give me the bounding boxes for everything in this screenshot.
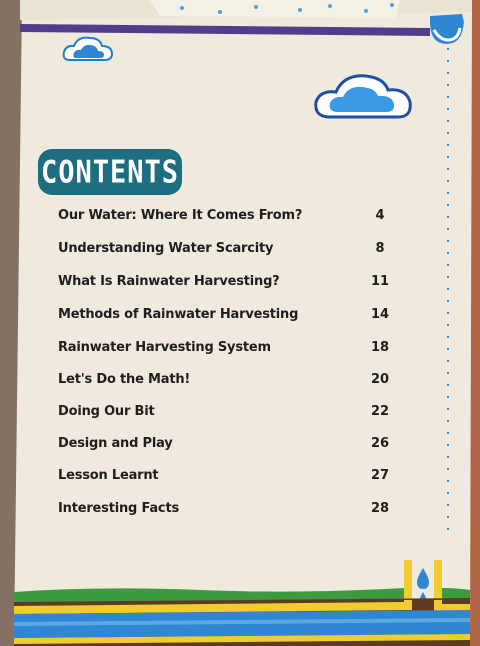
toc-entry-title: Doing Our Bit xyxy=(58,404,155,419)
toc-entry-page: 8 xyxy=(375,241,385,256)
toc-entry-title: Our Water: Where It Comes From? xyxy=(58,208,303,223)
toc-row[interactable] xyxy=(0,372,480,396)
toc-entry-page: 26 xyxy=(370,436,390,451)
toc-row[interactable] xyxy=(0,501,480,525)
toc-entry-page: 28 xyxy=(370,501,390,516)
toc-entry-page: 11 xyxy=(370,274,390,289)
toc-row[interactable] xyxy=(0,274,480,298)
toc-entry-page: 18 xyxy=(370,340,390,355)
toc-entry-title: Methods of Rainwater Harvesting xyxy=(58,307,299,322)
toc-entry-page: 4 xyxy=(375,208,385,223)
toc-entry-title: Let's Do the Math! xyxy=(58,372,191,387)
toc-entry-title: Lesson Learnt xyxy=(58,468,159,483)
toc-row[interactable] xyxy=(0,340,480,364)
toc-entry-page: 27 xyxy=(370,468,390,483)
toc-row[interactable] xyxy=(0,468,480,492)
toc-row[interactable] xyxy=(0,436,480,460)
toc-entry-title: Rainwater Harvesting System xyxy=(58,340,271,355)
toc-row[interactable] xyxy=(0,208,480,232)
toc-entry-page: 22 xyxy=(370,404,390,419)
toc-entry-title: What Is Rainwater Harvesting? xyxy=(58,274,280,289)
toc-row[interactable] xyxy=(0,241,480,265)
toc-row[interactable] xyxy=(0,307,480,331)
toc-entry-title: Interesting Facts xyxy=(58,501,179,516)
toc-entry-page: 20 xyxy=(370,372,390,387)
toc-entry-title: Design and Play xyxy=(58,436,173,451)
contents-heading: CONTENTS xyxy=(40,154,180,190)
toc-entry-title: Understanding Water Scarcity xyxy=(58,241,274,256)
toc-row[interactable] xyxy=(0,404,480,428)
toc-entry-page: 14 xyxy=(370,307,390,322)
